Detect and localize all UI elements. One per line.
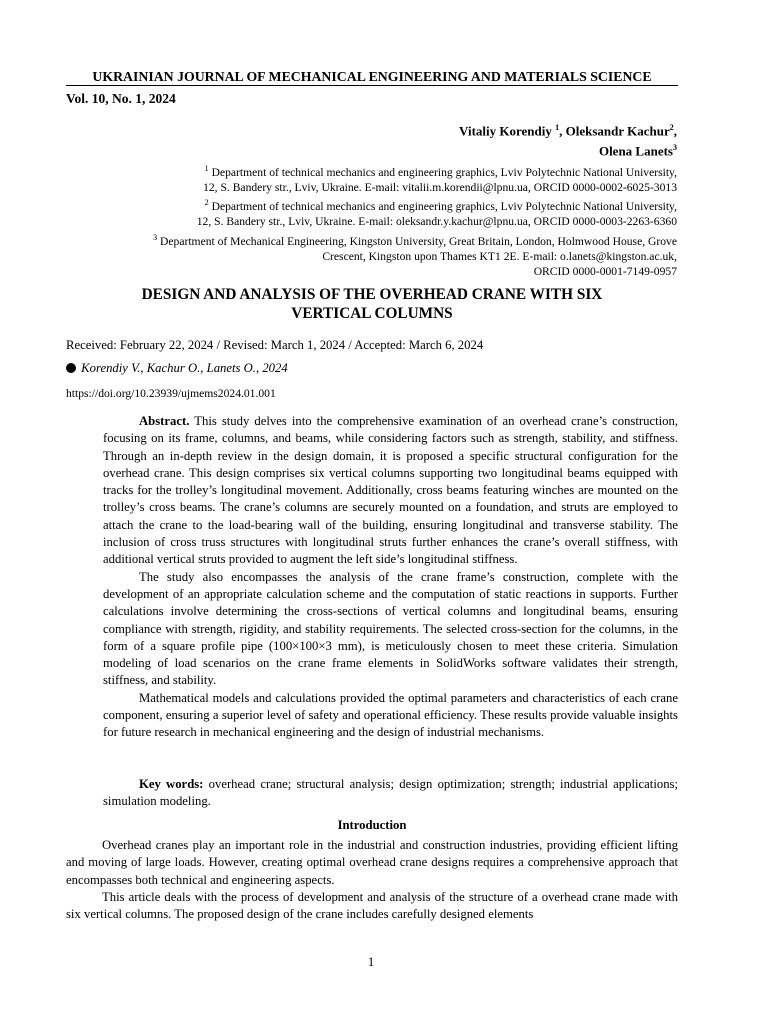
affiliation-line: Department of technical mechanics and engineering graphics, Lviv Polytechnic National University, [208, 200, 677, 214]
paper-title [66, 285, 678, 323]
journal-name: UKRAINIAN JOURNAL OF MECHANICAL ENGINEERING AND MATERIALS SCIENCE [66, 69, 678, 86]
body-paragraph: Overhead cranes play an important role in the industrial and construction industries, providing efficient lifting and moving of large loads. However, creating optimal overhead crane designs requires a comprehensive approach that encompasses both technical and engineering aspects. [66, 838, 678, 887]
author-affil-mark: 3 [673, 143, 677, 153]
keywords-label: Key words: [139, 777, 204, 791]
copyright-bullet-icon [66, 363, 76, 373]
author-affil-mark: 2 [669, 123, 674, 132]
affiliation-mark: 2 [204, 198, 209, 208]
title-line: DESIGN AND ANALYSIS OF THE OVERHEAD CRANE WITH SIX [141, 286, 603, 303]
author-separator: , [673, 123, 677, 139]
affiliation-mark: 1 [204, 164, 209, 173]
affiliation-line: 12, S. Bandery str., Lviv, Ukraine. E-mail: vitalii.m.korendii@lpnu.ua, ORCID 0000-0002-6025-3013 [203, 181, 677, 195]
affiliation-mark: 3 [153, 232, 158, 242]
affiliation-2 [37, 195, 677, 229]
copyright-text: Korendiy V., Kachur O., Lanets O., 2024 [81, 361, 288, 375]
author-line-1 [459, 119, 677, 139]
affiliation-line: Department of technical mechanics and engineering graphics, Lviv Polytechnic National University, [208, 165, 677, 179]
introduction-body [66, 837, 678, 923]
affiliation-line: 12, S. Bandery str., Lviv, Ukraine. E-mail: oleksandr.y.kachur@lpnu.ua, ORCID 0000-0003-2263-6360 [196, 215, 677, 229]
page-number: 1 [367, 955, 375, 969]
author-line-2 [459, 139, 677, 159]
keywords [103, 776, 678, 811]
keywords-text: overhead crane; structural analysis; design optimization; strength; industrial applications; simulation modeling. [103, 777, 679, 809]
affiliation-line: Department of Mechanical Engineering, Kingston University, Great Britain, London, Holmwood House, Grove [157, 234, 677, 248]
abstract-paragraph: The study also encompasses the analysis of the crane frame’s construction, complete with the development of an appropriate calculation scheme and the computation of static reactions in supports. Further calculations involve determining the cross-sections of vertical columns and longitudinal beams, ensuring compliance with strength, rigidity, and stability requirements. The selected cross-section for the columns, in the form of a square profile pipe (100×100×3 mm), is meticulously chosen to meet these criteria. Simulation modeling of load scenarios on the crane frame elements in SolidWorks software validates their strength, stiffness, and stability. [103, 569, 678, 688]
section-heading: Introduction [337, 818, 407, 832]
title-line: VERTICAL COLUMNS [291, 305, 453, 322]
author-name: Olena Lanets [598, 143, 673, 159]
author-name: Vitaliy Korendiy [459, 123, 552, 139]
journal-volume: Vol. 10, No. 1, 2024 [66, 91, 176, 106]
abstract [103, 413, 678, 742]
copyright-line [66, 361, 288, 376]
author-affil-mark: 1 [555, 123, 560, 132]
abstract-paragraph: Mathematical models and calculations provided the optimal parameters and characteristics of each crane component, ensuring a superior level of safety and operational efficiency. These results provide valuable insights for future research in mechanical engineering and the design of industrial mechanisms. [103, 690, 678, 740]
author-name: , Oleksandr Kachur [559, 123, 670, 139]
doi-link[interactable]: https://doi.org/10.23939/ujmems2024.01.001 [66, 387, 276, 400]
body-paragraph: This article deals with the process of development and analysis of the structure of a overhead crane made with six vertical columns. The proposed design of the crane includes carefully designed elements [66, 889, 678, 922]
affiliation-line: ORCID 0000-0001-7149-0957 [533, 264, 677, 278]
abstract-label: Abstract. [139, 414, 190, 428]
affiliations [37, 161, 677, 279]
abstract-text: This study delves into the comprehensive examination of an overhead crane’s construction, focusing on its frame, columns, and beams, while considering factors such as strength, stability, and stiffness. Through an in-depth review in the design domain, it is proposed a specific structural configuration for the overhead crane. This design comprises six vertical columns supporting two longitudinal beams equipped with tracks for the trolley’s longitudinal movement. Additionally, cross beams featuring winches are mounted on the trolley’s cross beams. The crane’s columns are securely mounted on a foundation, and struts are employed to attach the crane to the load-bearing wall of the building, ensuring longitudinal and transverse stability. The inclusion of cross truss structures with longitudinal struts further enhances the crane’s overall stiffness, with additional vertical struts provided to augment the left side’s longitudinal stiffness. [103, 414, 678, 567]
affiliation-line: Crescent, Kingston upon Thames KT1 2E. E-mail: o.lanets@kingston.ac.uk, [322, 249, 677, 263]
author-list [459, 119, 677, 160]
keywords-paragraph [103, 776, 678, 811]
affiliation-3 [37, 230, 677, 279]
abstract-paragraph [103, 413, 678, 569]
affiliation-1 [37, 161, 677, 195]
submission-dates: Received: February 22, 2024 / Revised: March 1, 2024 / Accepted: March 6, 2024 [66, 338, 484, 352]
